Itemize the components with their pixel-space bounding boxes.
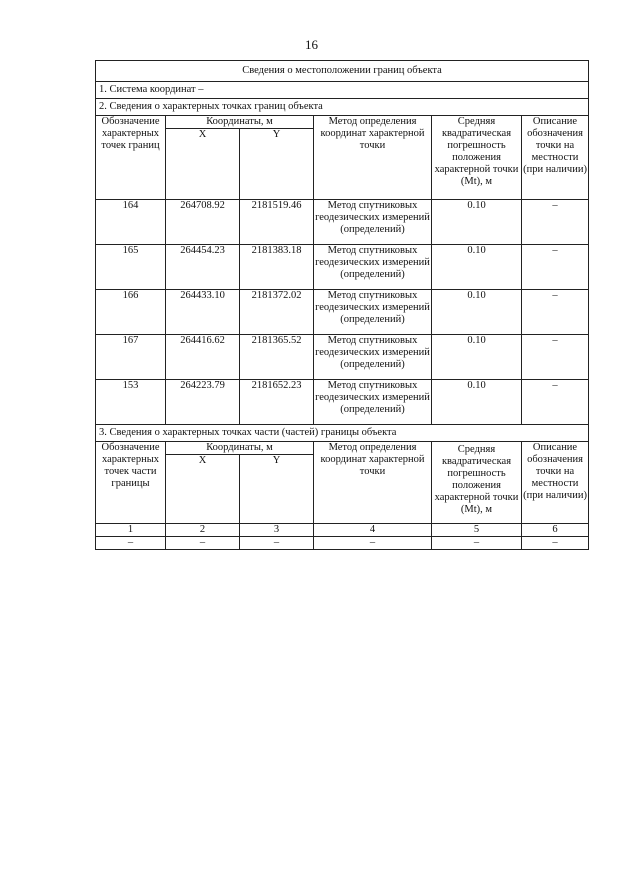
column-number: 1	[96, 524, 166, 537]
coord-y: 2181383.18	[240, 245, 314, 290]
description: –	[522, 290, 589, 335]
point-id: 164	[96, 200, 166, 245]
header-description: Описание обозначения точки на местности (при наличии)	[522, 116, 589, 200]
column-number-row	[96, 524, 589, 537]
header-part-method: Метод определения координат характерной точки	[314, 442, 432, 524]
column-number: 6	[522, 524, 589, 537]
page-number: 16	[305, 37, 318, 52]
header-part-error: Средняя квадратическая погрешность положения характерной точки (Mt), м	[432, 442, 522, 524]
header-point-id: Обозначение характерных точек границ	[96, 116, 166, 200]
section-coordinate-system: 1. Система координат –	[96, 82, 589, 99]
empty-cell: –	[522, 537, 589, 550]
method: Метод спутниковых геодезических измерений (определений)	[314, 290, 432, 335]
point-id: 166	[96, 290, 166, 335]
section-boundary-points: 2. Сведения о характерных точках границ объекта	[96, 99, 589, 116]
error: 0.10	[432, 245, 522, 290]
description: –	[522, 380, 589, 425]
coord-y: 2181652.23	[240, 380, 314, 425]
empty-row	[96, 537, 589, 550]
table-row	[96, 335, 589, 380]
header-error: Средняя квадратическая погрешность положения характерной точки (Mt), м	[432, 116, 522, 200]
header-y: Y	[240, 129, 314, 200]
table-row	[96, 380, 589, 425]
description: –	[522, 335, 589, 380]
header-part-point-id: Обозначение характерных точек части границы	[96, 442, 166, 524]
empty-cell: –	[240, 537, 314, 550]
error: 0.10	[432, 380, 522, 425]
coord-x: 264708.92	[166, 200, 240, 245]
empty-cell: –	[96, 537, 166, 550]
column-number: 4	[314, 524, 432, 537]
coord-x: 264454.23	[166, 245, 240, 290]
coord-y: 2181372.02	[240, 290, 314, 335]
point-id: 165	[96, 245, 166, 290]
header-part-description: Описание обозначения точки на местности (при наличии)	[522, 442, 589, 524]
section-part-boundary-points: 3. Сведения о характерных точках части (частей) границы объекта	[96, 425, 589, 442]
coord-x: 264416.62	[166, 335, 240, 380]
error: 0.10	[432, 290, 522, 335]
table-title: Сведения о местоположении границ объекта	[96, 61, 589, 82]
header-method: Метод определения координат характерной точки	[314, 116, 432, 200]
description: –	[522, 200, 589, 245]
header-coordinates: Координаты, м	[166, 116, 314, 129]
point-id: 167	[96, 335, 166, 380]
table-row	[96, 245, 589, 290]
method: Метод спутниковых геодезических измерений (определений)	[314, 200, 432, 245]
method: Метод спутниковых геодезических измерений (определений)	[314, 335, 432, 380]
column-number: 5	[432, 524, 522, 537]
error: 0.10	[432, 335, 522, 380]
coord-y: 2181519.46	[240, 200, 314, 245]
point-id: 153	[96, 380, 166, 425]
table-row	[96, 290, 589, 335]
coord-y: 2181365.52	[240, 335, 314, 380]
empty-cell: –	[432, 537, 522, 550]
empty-cell: –	[166, 537, 240, 550]
description: –	[522, 245, 589, 290]
coord-x: 264223.79	[166, 380, 240, 425]
method: Метод спутниковых геодезических измерений (определений)	[314, 245, 432, 290]
header-x: X	[166, 129, 240, 200]
header-part-coordinates: Координаты, м	[166, 442, 314, 455]
coord-x: 264433.10	[166, 290, 240, 335]
error: 0.10	[432, 200, 522, 245]
boundary-table	[95, 60, 589, 550]
column-number: 2	[166, 524, 240, 537]
empty-cell: –	[314, 537, 432, 550]
table-row	[96, 200, 589, 245]
method: Метод спутниковых геодезических измерений (определений)	[314, 380, 432, 425]
header-part-x: X	[166, 455, 240, 524]
column-number: 3	[240, 524, 314, 537]
header-part-y: Y	[240, 455, 314, 524]
